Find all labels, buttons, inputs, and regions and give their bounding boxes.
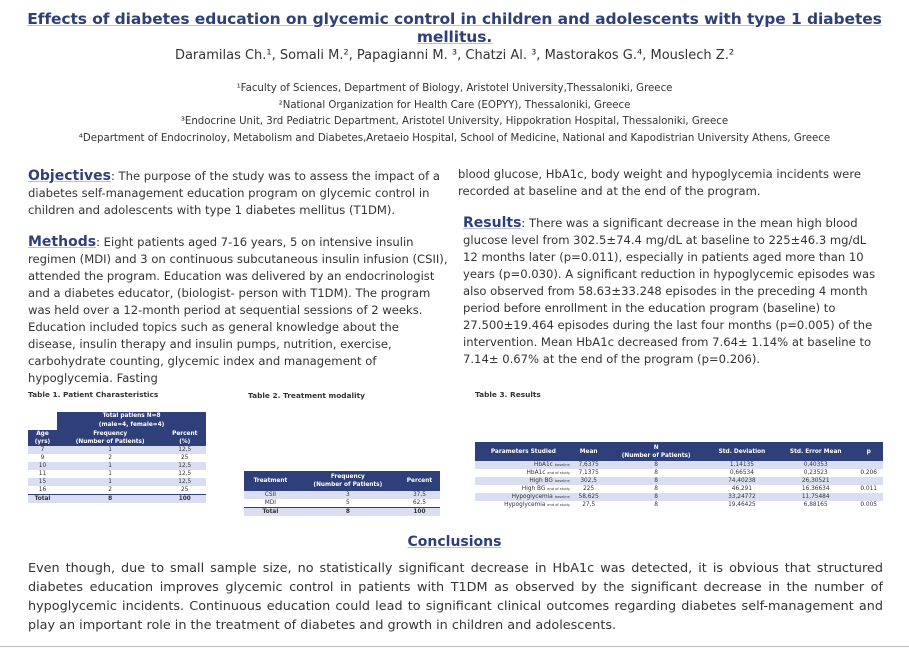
- table3: [475, 442, 883, 509]
- table-total-row: Total 8 100: [244, 508, 440, 517]
- affiliation-2: ²National Organization for Health Care (EOPYY), Thessaloniki, Greece: [278, 99, 631, 111]
- results-heading: Results: [463, 215, 522, 231]
- table-row: 10 1 12,5: [28, 462, 212, 470]
- methods-text: : Eight patients aged 7-16 years, 5 on intensive insulin regimen (MDI) and 3 on continuous subcutaneous insulin infusion (CSII), attended the program. Education was delivered by an endocrinologist and a diabetes educator, (biologist- person with T1DM). The program was held over a 12-month period at sequential sessions of 2 weeks. Education included topics such as general knowledge about the disease, insulin therapy and insulin pumps, nutrition, exercise, carbohydrate counting, glycemic index and management of hypoglycemia. Fasting: [28, 235, 448, 385]
- table3-col-se: Std. Error Mean: [777, 442, 854, 461]
- conclusions-text: Even though, due to small sample size, no statistically significant decrease in HbA1c was detected, it is obvious that structured diabetes education improves glycemic control in patients with T1DM as observed by the significant decrease in the number of hypoglycemic incidents. Continuous education could lead to significant clinical outcomes regarding diabetes self-management and play an important role in the treatment of diabetes and growth in children and adolescents.: [28, 561, 883, 633]
- table-row: 7 1 12,5: [28, 446, 212, 454]
- table-row: CSII 3 37,5: [244, 491, 440, 499]
- table1-col-age: Age (yrs): [28, 430, 57, 446]
- table-total-row: Total 8 100: [28, 495, 212, 504]
- methods-section: [28, 234, 448, 387]
- table2-col-percent: Percent: [399, 471, 440, 491]
- results-section: [463, 215, 883, 368]
- table1-group-header-line1: Total patiens N=8: [102, 413, 161, 419]
- table1: [28, 412, 212, 503]
- table-row: 9 2 25: [28, 454, 212, 462]
- poster-title: Effects of diabetes education on glycemic control in children and adolescents with type 1 diabetes mellitus.: [27, 10, 882, 46]
- objectives-heading: Objectives: [28, 168, 111, 184]
- table2-col-frequency: Frequency (Number of Patients): [297, 471, 399, 491]
- table-row: Hypoglycemia end of study 27,5 8 19,46425 6,88165 0.005: [475, 501, 883, 509]
- table1-group-header: [57, 412, 206, 430]
- methods-continued: blood glucose, HbA1c, body weight and hypoglycemia incidents were recorded at baseline and at the end of the program.: [458, 167, 861, 198]
- table3-col-n: N (Number of Patients): [606, 442, 707, 461]
- table3-col-parameter: Parameters Studied: [475, 442, 572, 461]
- table3-col-p: p: [854, 442, 883, 461]
- table-row: High BG end of study 225 8 46,291 16,36634 0.011: [475, 485, 883, 493]
- affiliation-3: ³Endocrine Unit, 3rd Pediatric Department, Aristotel University, Hippokration Hospital, Thessaloniki, Greece: [180, 116, 729, 127]
- results-text: : There was a significant decrease in the mean high blood glucose level from 302.5±74.4 mg/dL at baseline to 225±46.3 mg/dL 12 months later (p=0.011), especially in patients aged more than 10 years (p=0.030). A significant reduction in hypoglycemic episodes was also observed from 58.63±33.248 episodes in the preceding 4 month period before enrollment in the education program (baseline) to 27.500±19.464 episodes during the last four months (p=0.005) of the intervention. Mean HbA1c decreased from 7.64± 1.14% at baseline to 7.14± 0.67% at the end of the program (p=0.206).: [463, 216, 876, 366]
- affiliations: [0, 81, 909, 147]
- methods-heading: Methods: [28, 234, 97, 250]
- affiliation-4: ⁴Department of Endocrinoloy, Metabolism and Diabetes,Aretaeio Hospital, School of Medicine, National and Kapodistrian University Athens, Greece: [78, 132, 831, 144]
- table1-group-header-line2: (male=4, female=4): [98, 422, 165, 428]
- table-row: 11 1 12,5: [28, 470, 212, 478]
- table-row: 15 1 12,5: [28, 478, 212, 486]
- table1-col-percent: Percent (%): [163, 430, 206, 446]
- table1-caption: Table 1. Patient Charasteristics: [28, 390, 159, 399]
- author-list: Daramilas Ch.¹, Somali M.², Papagianni M. ³, Chatzi Al. ³, Mastorakos G.⁴, Mouslech Z.²: [174, 48, 735, 63]
- table3-col-mean: Mean: [572, 442, 606, 461]
- table2-col-treatment: Treatment: [244, 471, 297, 491]
- table3-col-sd: Std. Deviation: [707, 442, 777, 461]
- bottom-divider: [0, 646, 909, 647]
- table-row: 16 2 25: [28, 486, 212, 495]
- affiliation-1: ¹Faculty of Sciences, Department of Biology, Aristotel University,Thessaloniki, Greece: [236, 83, 673, 94]
- objectives-text: : The purpose of the study was to assess the impact of a diabetes self-management education program on glycemic control in children and adolescents with type 1 diabetes mellitus (T1DM).: [28, 169, 440, 217]
- table3-caption: Table 3. Results: [475, 390, 541, 399]
- table2-caption: Table 2. Treatment modality: [248, 391, 365, 400]
- table2: [244, 471, 440, 516]
- table-row: HbA1c baseline 7,6375 8 1,14135 0,40353: [475, 461, 883, 469]
- table-row: MDI 5 62,5: [244, 499, 440, 508]
- table-row: High BG baseline 302,5 8 74,40238 26,30521: [475, 477, 883, 485]
- table-row: Hypoglycemia baseline 58,625 8 33,24772 11,75484: [475, 493, 883, 501]
- objectives-section: [28, 168, 448, 219]
- table1-col-frequency: Frequency (Number of Patients): [57, 430, 163, 446]
- conclusions-heading: Conclusions: [407, 534, 502, 550]
- table-row: HbA1c end of study 7,1375 8 0,66534 0,23523 0.206: [475, 469, 883, 477]
